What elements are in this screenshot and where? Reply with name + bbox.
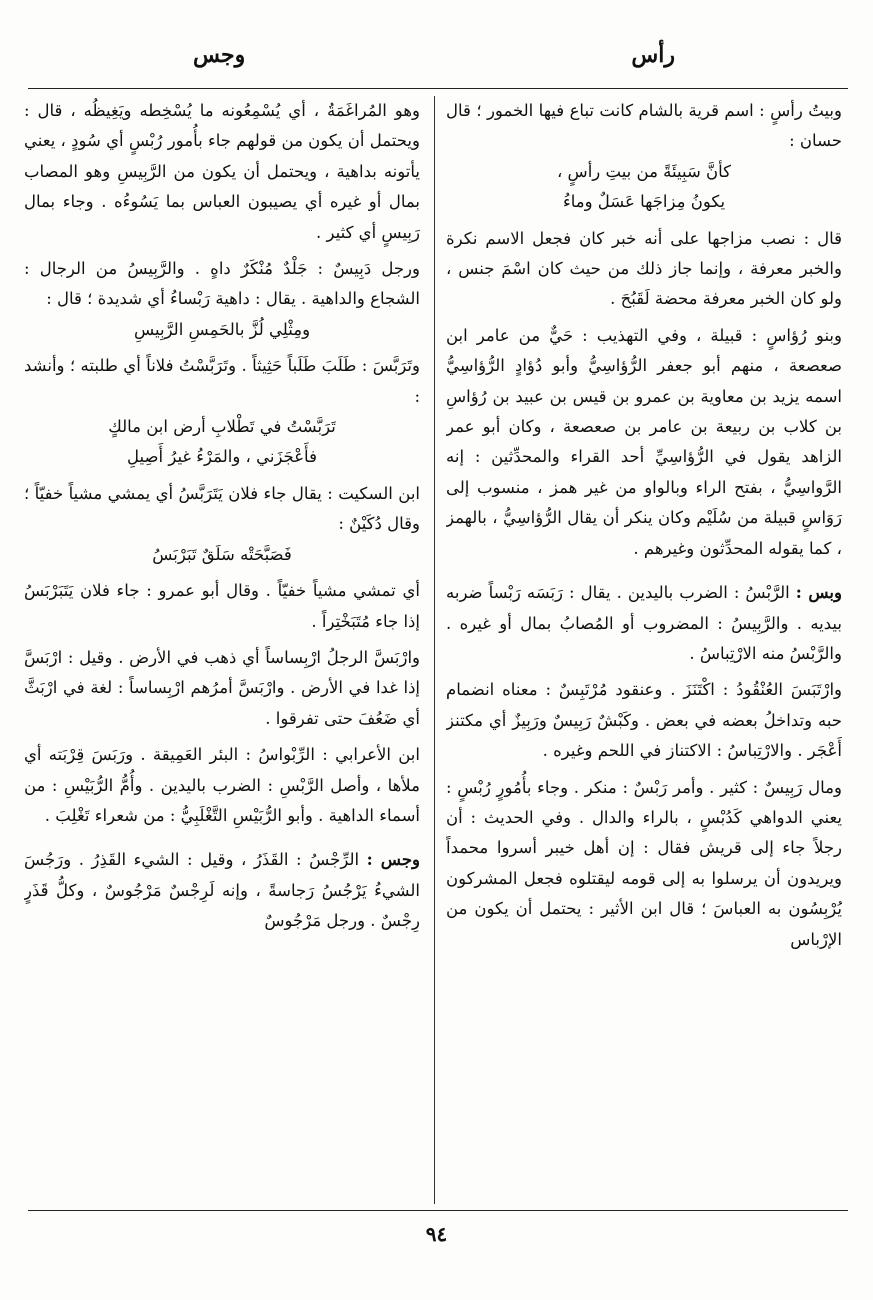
paragraph-text: ومال رَبِيسٌ : كثير . وأمر رَبْسٌ : منكر . وجاء بأُمُورٍ رُبْسٍ : يعني الدواهي كَدُبْسٍ ، بالراء والدال . وفي الحديث : أن رجلاً جاء إلى قريش فقال : إن أهل خيبر أسروا محمداً ويريدون أن يرسلوا به إلى قومه ليقتلوه فجعل المشركون يُرْبِسُون به العباسَ ؛ قال ابن الأثير : يحتمل أن يكون من الإرْباس	[446, 777, 842, 949]
verse-line	[24, 442, 420, 472]
verse-line	[24, 412, 420, 442]
verse-text: يكونُ مِزاجَها عَسَلٌ وماءُ	[562, 192, 726, 212]
verse-line	[446, 187, 842, 217]
paragraph-text: قال : نصب مزاجها على أنه خبر كان فجعل الاسم نكرة والخبر معرفة ، وإنما جاز ذلك من حيث كان اسْمَ جنس ، ولو كان الخبر معرفة محضة لَقَبُحَ .	[446, 228, 842, 309]
verse-text: كأنَّ سَبِيئَةً من بيتِ رأسٍ ،	[556, 161, 732, 181]
left-column	[24, 96, 420, 1206]
dictionary-entry	[446, 578, 842, 669]
column-divider	[434, 96, 435, 1204]
paragraph	[24, 576, 420, 637]
page-number: ٩٤	[425, 1222, 448, 1246]
paragraph-text: وتَرَبَّسَ : طَلَبَ طَلَباً حَثِيثاً . وتَرَبَّسْتُ فلاناً أي طلبته ؛ وأنشد :	[24, 356, 420, 406]
entry-headword: وجس :	[366, 850, 420, 870]
paragraph	[446, 321, 842, 564]
paragraph	[446, 773, 842, 955]
entry-text: الرَّبْسُ : الضرب باليدين . يقال : رَبَسَه رَبْساً ضربه بيديه . والرَّبِيسُ : المضروب أو المُصابُ بمال أو غيره . والرَّبْسُ منه الارْتِباسُ .	[446, 583, 842, 663]
verse-text: فَصَبَّحَتْه سَلَقٌ تَبَرْبَسُ	[152, 544, 292, 564]
right-column	[446, 96, 842, 1206]
verse-line	[24, 315, 420, 345]
paragraph-text: وبيتُ رأسٍ : اسم قرية بالشام كانت تباع فيها الخمور ؛ قال حسان :	[446, 101, 842, 151]
verse-text: فأَعْجَزَني ، والمَرْءُ غيرُ أَصِيلِ	[127, 447, 317, 467]
paragraph-text: أي تمشي مشياً خفيّاً . وقال أبو عمرو : جاء فلان يَتَبَرْبَسُ إذا جاء مُتَبَخْتِراً .	[24, 581, 420, 631]
paragraph	[24, 351, 420, 412]
paragraph	[446, 224, 842, 315]
paragraph-text: وبنو رُؤاسٍ : قبيلة ، وفي التهذيب : حَيٌّ من عامر ابن صعصعة ، منهم أبو جعفر الرُّؤاسِيُّ وأبو دُؤادٍ الرُّؤاسِيُّ اسمه يزيد بن معاوية بن عمرو بن قيس بن عبيد بن رُؤاسِ بن كلاب بن ربيعة بن عامر بن صعصعة ، وكان أبو عمر الزاهد يقول في الرُّؤاسِيِّ أحد القراء والمحدِّثين : إنه الرَّواسِيُّ ، بفتح الراء وبالواو من غير همز ، منسوب إلى رَوَاسٍ قبيلة من سُلَيْم وكان ينكر أن يقال الرُّؤاسِيُّ ، بالهمز ، كما يقوله المحدِّثون وغيرهم .	[446, 325, 842, 558]
paragraph-text: وارْتَبَسَ العُنْقُودُ : اكْتَنَزَ . وعنقود مُرْتَبِسٌ : معناه انضمام حبه وتداخلُ بعضه في بعض . وكَبْشٌ رَبِيسٌ ورَبِيزٌ أي مكتنز أَعْجَر . والارْتِباسُ : الاكتناز في اللحم وغيره .	[446, 680, 842, 761]
paragraph-text: ورجل دَبِيسٌ : جَلْدٌ مُنْكَرٌ داهٍ . والرَّبِيسُ من الرجال : الشجاع والداهية . يقال : داهية رَبْساءُ أي شديدة ؛ قال :	[24, 259, 420, 309]
right-running-headword: رأس	[631, 42, 675, 68]
verse-text: تَرَبَّسْتُ في تَطْلابِ أرض ابن مالكٍ	[108, 417, 336, 437]
entry-headword: وبس :	[795, 583, 842, 603]
paragraph	[24, 643, 420, 734]
top-rule	[28, 88, 848, 89]
verse-line	[446, 157, 842, 187]
bottom-rule	[28, 1210, 848, 1211]
paragraph-text: ابن الأعرابي : الرِّبْواسُ : البئر العَمِيقة . ورَبَسَ قِرْبَته أي ملأها ، وأصل الرَّبْسِ : الضرب باليدين . وأُمُّ الرُّبَيْسِ : من أسماء الداهية . وأبو الرُّبَيْسِ التَّغْلَبِيُّ : من شعراء تَغْلِبَ .	[24, 745, 420, 825]
paragraph	[24, 740, 420, 831]
verse-line	[24, 540, 420, 570]
paragraph-text: ابن السكيت : يقال جاء فلان يَتَرَبَّسُ أي يمشي مشياً خفيّاً ؛ وقال دُكَيْنٌ :	[24, 483, 420, 534]
paragraph	[24, 254, 420, 315]
paragraph-text: وارْبَسَّ الرجلُ ارْبِساساً أي ذهب في الأرض . وقيل : ارْبَسَّ إذا غدا في الأرض . وارْبَسَّ أمرُهم ارْبِساساً : لغة في ارْبَثَّ أي ضَعُفَ حتى تفرقوا .	[24, 647, 420, 728]
page-header	[28, 42, 845, 82]
dictionary-entry	[24, 845, 420, 936]
paragraph	[446, 96, 842, 157]
entry-text: الرِّجْسُ : القَذَرُ ، وقيل : الشيء القَذِرُ . ورَجُسَ الشيءُ يَرْجُسُ رَجاسةً ، وإنه لَرِجْسٌ مَرْجُوسٌ ، وكلُّ قَذَرٍ رِجْسٌ . ورجل مَرْجُوسٌ	[24, 850, 420, 931]
verse-text: ومِثْلِي لُزَّ بالحَمِسِ الرَّبِيسِ	[133, 319, 311, 339]
paragraph-text: وهو المُراغَمَةُ ، أي يُسْمِعُونه ما يُسْخِطه ويَغِيظُه ، قال : ويحتمل أن يكون من قولهم جاء بأُمور رُبْسٍ أي سُودٍ ، يعني يأتونه بداهية ، ويحتمل أن يكون من الرَّبِيسِ وهو المصاب بمال أو غيره أي يصيبون العباس بما يَسُوءُه . وجاء بمال رَبِيسٍ أي كثير .	[24, 101, 420, 242]
paragraph	[446, 675, 842, 766]
paragraph	[24, 96, 420, 248]
left-running-headword: وجس	[193, 42, 246, 68]
paragraph	[24, 479, 420, 540]
